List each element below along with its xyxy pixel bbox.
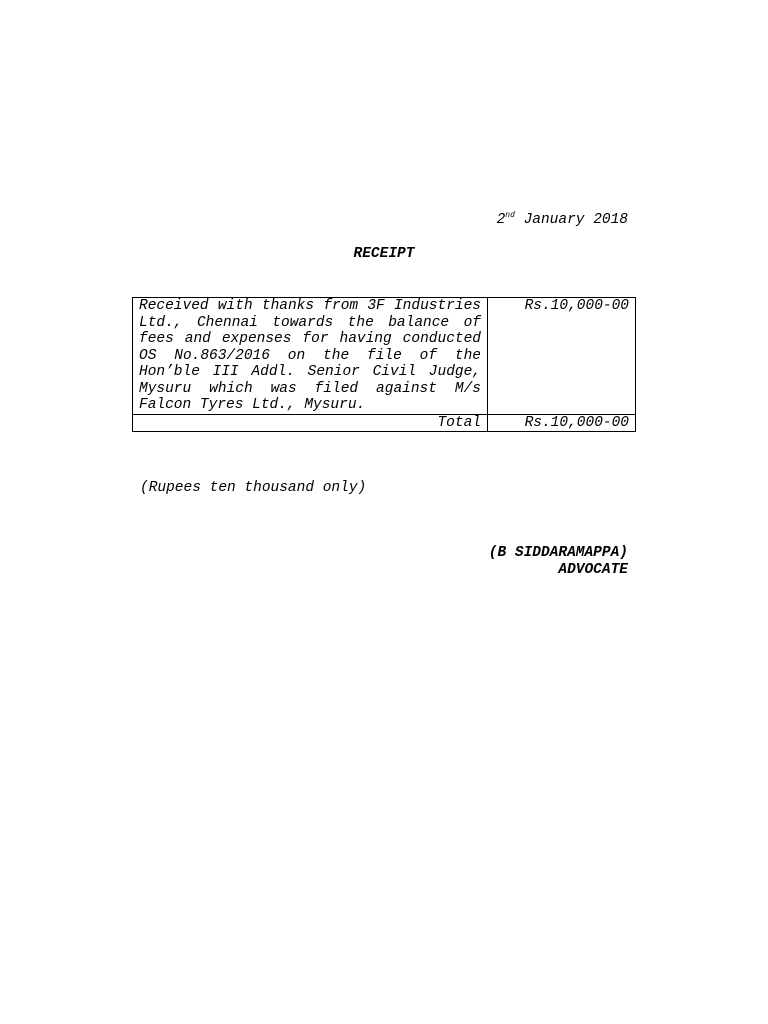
total-label: Total xyxy=(133,414,488,432)
receipt-description: Received with thanks from 3F Industries Ltd., Chennai towards the balance of fees and expenses for having conducted OS No.863/2016 on the file of the Hon’ble III Addl. Senior Civil Judge, Mysuru which was filed against M/s Falcon Tyres Ltd., Mysuru. xyxy=(133,298,488,415)
signatory-name: (B SIDDARAMAPPA) xyxy=(488,545,628,561)
receipt-date xyxy=(497,211,628,229)
date-suffix: nd xyxy=(505,211,515,220)
signatory-designation: ADVOCATE xyxy=(558,561,628,578)
document-title: RECEIPT xyxy=(353,246,415,262)
amount-in-words: (Rupees ten thousand only) xyxy=(140,480,367,496)
table-row-total xyxy=(133,414,636,432)
date-month-year: January 2018 xyxy=(523,212,628,228)
table-row xyxy=(133,298,636,415)
receipt-table xyxy=(132,297,636,432)
signature-block xyxy=(489,545,628,578)
date-day: 2 xyxy=(496,212,506,228)
receipt-amount: Rs.10,000-00 xyxy=(488,298,636,415)
total-amount: Rs.10,000-00 xyxy=(488,414,636,432)
